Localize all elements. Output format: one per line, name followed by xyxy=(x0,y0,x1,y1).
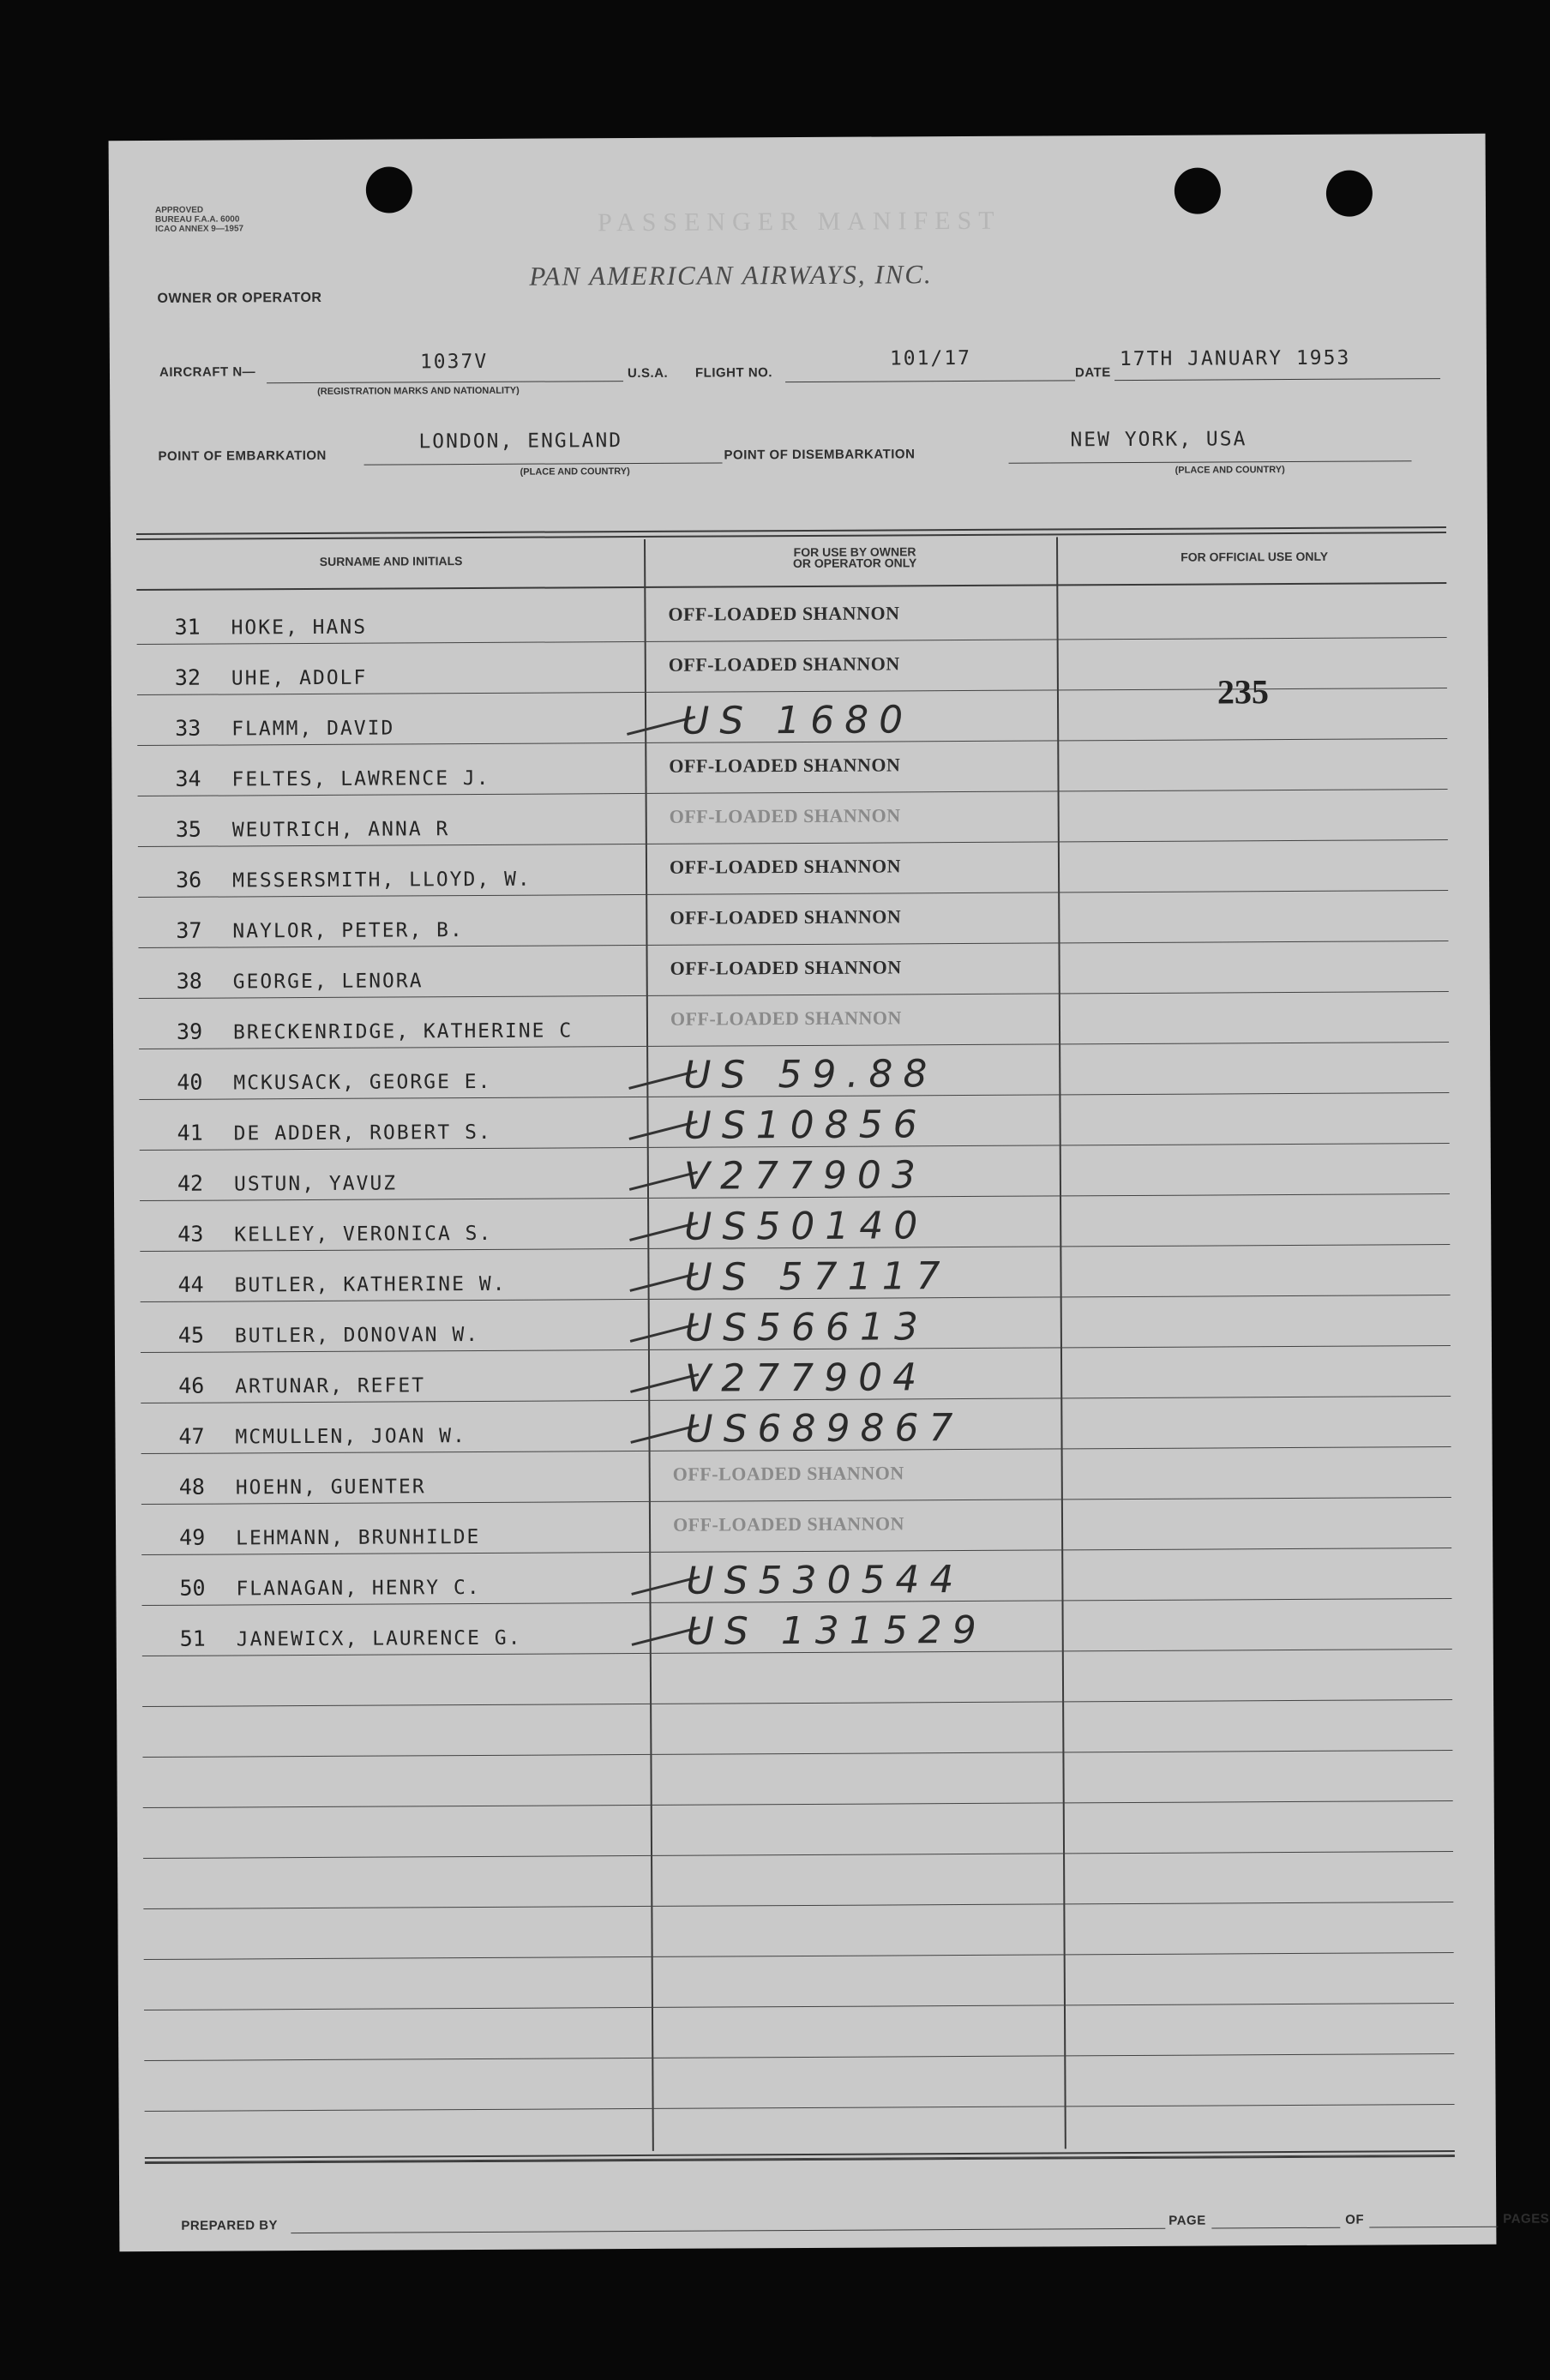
offload-stamp: OFF-LOADED SHANNON xyxy=(669,804,901,827)
passenger-name: MCKUSACK, GEORGE E. xyxy=(233,1070,492,1095)
embark-label: POINT OF EMBARKATION xyxy=(158,448,327,464)
passenger-number: 45 xyxy=(177,1322,205,1348)
disembark-underline xyxy=(1009,460,1412,463)
passenger-number: 47 xyxy=(178,1423,205,1449)
flight-label: FLIGHT NO. xyxy=(694,365,773,381)
table-row xyxy=(144,2003,1454,2061)
passenger-name: JANEWICX, LAURENCE G. xyxy=(236,1626,522,1651)
table-row xyxy=(137,738,1447,796)
handwritten-visa-number: V277903 xyxy=(683,1153,927,1199)
embark-underline xyxy=(364,462,723,465)
form-title: PASSENGER MANIFEST xyxy=(597,206,1001,237)
table-row xyxy=(139,991,1449,1049)
flight-underline xyxy=(785,380,1075,382)
passenger-number: 51 xyxy=(179,1626,206,1651)
table-row xyxy=(139,1042,1449,1100)
passenger-number: 32 xyxy=(174,664,201,690)
passenger-number: 38 xyxy=(176,968,202,994)
prepared-label: PREPARED BY xyxy=(181,2218,279,2233)
offload-stamp: OFF-LOADED SHANNON xyxy=(670,1007,902,1030)
handwritten-visa-number: US 1680 xyxy=(681,698,914,743)
table-row xyxy=(138,839,1448,898)
aircraft-underline xyxy=(267,381,623,383)
table-row xyxy=(136,586,1446,645)
punch-hole xyxy=(1326,171,1373,217)
offload-stamp: OFF-LOADED SHANNON xyxy=(670,956,902,979)
passenger-number: 34 xyxy=(175,766,201,791)
passenger-name: FLANAGAN, HENRY C. xyxy=(236,1576,481,1601)
passenger-number: 31 xyxy=(174,614,201,640)
passenger-number: 40 xyxy=(177,1069,203,1095)
passenger-name: MESSERSMITH, LLOYD, W. xyxy=(232,868,532,892)
passenger-number: 48 xyxy=(178,1474,205,1500)
table-row xyxy=(141,1497,1451,1555)
passenger-number: 46 xyxy=(178,1373,205,1398)
passenger-name: KELLEY, VERONICA S. xyxy=(234,1222,493,1247)
page-underline xyxy=(1211,2227,1340,2229)
passenger-name: FELTES, LAWRENCE J. xyxy=(231,766,490,791)
aircraft-value: 1037V xyxy=(419,350,489,374)
offload-stamp: OFF-LOADED SHANNON xyxy=(672,1462,904,1485)
table-row xyxy=(141,1295,1451,1353)
passenger-name: MCMULLEN, JOAN W. xyxy=(235,1425,466,1449)
table-row xyxy=(141,1548,1451,1606)
table-row xyxy=(142,1598,1452,1656)
handwritten-visa-number: US530544 xyxy=(686,1558,964,1603)
handwritten-visa-number: US10856 xyxy=(683,1103,928,1148)
table-row xyxy=(142,1750,1452,1808)
date-underline xyxy=(1114,378,1440,381)
passenger-name: LEHMANN, BRUNHILDE xyxy=(236,1525,481,1550)
passenger-name: BUTLER, DONOVAN W. xyxy=(234,1323,480,1348)
handwritten-visa-number: V277904 xyxy=(685,1355,928,1401)
punch-hole xyxy=(366,166,412,213)
handwritten-visa-number: US50140 xyxy=(684,1204,928,1249)
passenger-name: FLAMM, DAVID xyxy=(231,717,395,741)
table-row xyxy=(142,1649,1452,1707)
date-value: 17TH JANUARY 1953 xyxy=(1119,346,1351,371)
passenger-number: 42 xyxy=(177,1170,204,1196)
flight-value: 101/17 xyxy=(889,346,972,370)
passenger-name: USTUN, YAVUZ xyxy=(233,1172,398,1196)
approval-note: APPROVED BUREAU F.A.A. 6000 ICAO ANNEX 9—1957 xyxy=(154,205,244,234)
punch-hole xyxy=(1175,167,1221,213)
usa-label: U.S.A. xyxy=(627,365,669,382)
passenger-number: 37 xyxy=(176,917,202,943)
disembark-value: NEW YORK, USA xyxy=(1070,428,1247,452)
handwritten-visa-number: US 59.88 xyxy=(683,1052,938,1097)
offload-stamp: OFF-LOADED SHANNON xyxy=(670,905,902,929)
aircraft-label: AIRCRAFT N— xyxy=(159,364,256,380)
date-label: DATE xyxy=(1074,365,1111,381)
pages-label: PAGES xyxy=(1503,2211,1550,2227)
registration-note: (REGISTRATION MARKS AND NATIONALITY) xyxy=(317,385,520,397)
manifest-sheet xyxy=(109,134,1550,2251)
table-top-rule xyxy=(136,526,1446,540)
passenger-number: 33 xyxy=(175,715,201,741)
of-label: OF xyxy=(1345,2212,1365,2227)
company-name: PAN AMERICAN AIRWAYS, INC. xyxy=(529,259,933,291)
handwritten-visa-number: US689867 xyxy=(685,1406,964,1451)
table-row xyxy=(141,1396,1451,1454)
embark-note: (PLACE AND COUNTRY) xyxy=(520,466,630,478)
disembark-label: POINT OF DISEMBARKATION xyxy=(724,447,916,463)
handwritten-visa-number: US56613 xyxy=(684,1305,929,1350)
passenger-number: 50 xyxy=(179,1575,206,1601)
passenger-number: 36 xyxy=(176,867,202,892)
handwritten-visa-number: US 57117 xyxy=(684,1254,951,1300)
passenger-number: 39 xyxy=(176,1019,203,1044)
offload-stamp: OFF-LOADED SHANNON xyxy=(669,754,901,777)
table-row xyxy=(141,1446,1451,1505)
handwritten-visa-number: US 131529 xyxy=(686,1608,987,1654)
passenger-name: DE ADDER, ROBERT S. xyxy=(233,1121,492,1145)
disembark-note: (PLACE AND COUNTRY) xyxy=(1175,465,1285,476)
passenger-number: 35 xyxy=(175,816,201,842)
offload-stamp: OFF-LOADED SHANNON xyxy=(668,602,900,625)
passenger-number: 49 xyxy=(179,1524,206,1550)
passenger-name: BUTLER, KATHERINE W. xyxy=(234,1272,507,1297)
table-row xyxy=(143,1851,1453,1909)
offload-stamp: OFF-LOADED SHANNON xyxy=(668,652,900,676)
official-number: 235 xyxy=(1217,672,1270,712)
table-row xyxy=(140,1193,1450,1252)
of-underline xyxy=(1369,2227,1498,2228)
passenger-number: 41 xyxy=(177,1120,203,1145)
col-owner-header: FOR USE BY OWNER OR OPERATOR ONLY xyxy=(792,544,917,571)
owner-label: OWNER OR OPERATOR xyxy=(157,290,322,306)
col-official-header: FOR OFFICIAL USE ONLY xyxy=(1181,549,1329,564)
embark-value: LONDON, ENGLAND xyxy=(418,430,623,454)
col-surname-header: SURNAME AND INITIALS xyxy=(319,554,463,568)
passenger-name: WEUTRICH, ANNA R xyxy=(231,818,450,842)
table-row xyxy=(138,890,1448,948)
table-row xyxy=(143,1800,1453,1859)
table-row xyxy=(144,2053,1454,2112)
page-label: PAGE xyxy=(1169,2213,1206,2228)
passenger-name: UHE, ADOLF xyxy=(231,666,368,690)
passenger-name: HOKE, HANS xyxy=(231,616,368,640)
passenger-number: 43 xyxy=(177,1221,204,1247)
table-row xyxy=(139,1092,1449,1151)
table-row xyxy=(138,941,1448,999)
passenger-number: 44 xyxy=(177,1271,204,1297)
table-row xyxy=(138,789,1448,847)
offload-stamp: OFF-LOADED SHANNON xyxy=(669,855,902,878)
table-row xyxy=(140,1143,1450,1201)
offload-stamp: OFF-LOADED SHANNON xyxy=(672,1512,905,1536)
table-row xyxy=(143,1902,1453,1960)
table-row xyxy=(141,1345,1451,1403)
passenger-name: BRECKENRIDGE, KATHERINE C xyxy=(232,1019,574,1044)
prepared-underline xyxy=(291,2228,1165,2233)
table-row xyxy=(142,1699,1452,1758)
passenger-name: GEORGE, LENORA xyxy=(232,970,424,994)
table-row xyxy=(144,1952,1454,2010)
passenger-name: HOEHN, GUENTER xyxy=(235,1475,426,1500)
table-row xyxy=(140,1244,1450,1302)
passenger-name: NAYLOR, PETER, B. xyxy=(232,919,464,943)
passenger-name: ARTUNAR, REFET xyxy=(235,1374,426,1398)
